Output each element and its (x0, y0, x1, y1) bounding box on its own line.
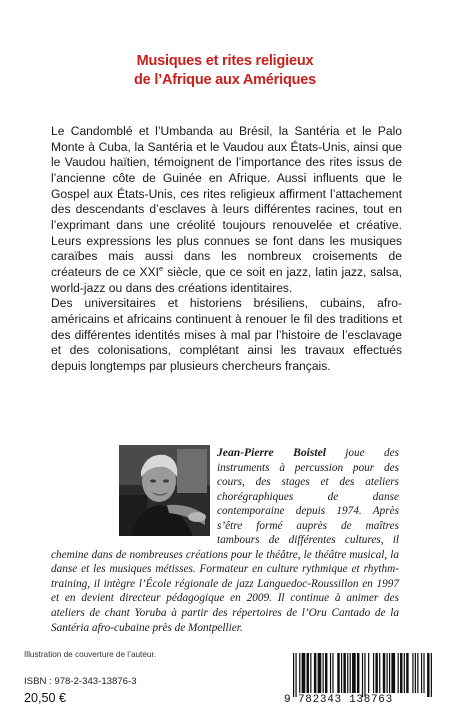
author-name: Jean-Pierre Boistel (217, 446, 326, 459)
book-title-line-2: de l’Afrique aux Amériques (133, 72, 316, 88)
barcode-bar (357, 653, 359, 693)
barcode-bar (404, 653, 405, 693)
barcode-bar (343, 653, 345, 693)
book-title (0, 52, 450, 90)
barcode-bar (383, 653, 385, 693)
century-superscript: e (159, 263, 164, 273)
barcode-lead-digit: 9 (284, 694, 291, 706)
barcode-bar (350, 653, 351, 693)
book-title-line-1: Musiques et rites religieux (136, 53, 314, 69)
isbn-barcode (284, 653, 434, 709)
author-biography-body: joue des instruments à percussion pour des cours, des stages et des ateliers chorégraphiques de danse contemporaine depuis 1974. Après s’être formé auprès de maîtres tambours de différentes cultures, il chemine dans de nombreuses créations pour le théâtre, le théâtre musical, la danse et les musiques métisses. Formateur en culture rythmique et rhythm-training, il intègre l’École régionale de jazz Languedoc-Roussillon en 1997 et en devient directeur pédagogique en 2009. Il continue à animer des ateliers de chant Yoruba à partir des répertoires de l’Oru Cantado de la Santéria afro-cubaine près de Montpellier. (51, 447, 399, 634)
barcode-bar (423, 653, 424, 693)
barcode-bar (406, 653, 408, 693)
barcode-bar (323, 653, 324, 693)
barcode-bar (314, 653, 316, 693)
summary-paragraph-1 (51, 124, 402, 296)
barcode-bar (330, 653, 331, 693)
barcode-bar (431, 653, 432, 697)
barcode-bar (293, 653, 294, 697)
barcode-bar (362, 653, 363, 697)
author-biography (51, 446, 399, 635)
barcode-bar (364, 653, 365, 697)
barcode-bar (427, 653, 429, 697)
book-price: 20,50 € (24, 691, 67, 705)
summary-paragraph-1-text-a: Le Candomblé et l’Umbanda au Brésil, la Santéria et le Palo Monte à Cuba, la Santéria et le Vaudou aux États-Unis, ainsi que le Vaudou haïtien, témoignent de l’importance des rites issus de l’ancienne côte de Guinée en Afrique. Aussi influents que le Gospel aux États-Unis, ces rites religieux affirment l’attachement des descendants d’esclaves à leurs différentes racines, tout en l’exprimant dans une créolité toujours renouvelée et créative. Leurs expressions les plus connues se font dans les musiques caraïbes mais aussi dans les nombreux croisements de créateurs de ce XXI (51, 124, 402, 279)
summary-paragraph-2: Des universitaires et historiens brésiliens, cubains, afro-américains et africains continuent à renouer le fil des traditions et des différentes identités mises à mal par l’histoire de l’esclavage et des colonisations, complétant ainsi les travaux effectués depuis longtemps par plusieurs chercheurs français. (51, 296, 402, 373)
barcode-bar (386, 653, 387, 693)
barcode-bar (389, 653, 390, 693)
cover-illustration-credit: Illustration de couverture de l’auteur. (24, 650, 156, 659)
barcode-bar (310, 653, 311, 693)
barcode-bar (400, 653, 402, 693)
barcode-bar (379, 653, 380, 693)
summary-paragraph-1-text-b: siècle, que ce soit en jazz, latin jazz, salsa, world-jazz ou dans des créations identitaires. (51, 264, 402, 295)
barcode-bar (352, 653, 356, 693)
barcode-bar (295, 653, 296, 697)
barcode-bar (391, 653, 395, 693)
barcode-bar (341, 653, 342, 693)
barcode-bar (417, 653, 418, 693)
barcode-bar (299, 653, 300, 693)
barcode-bar (337, 653, 339, 693)
barcode-bar (368, 653, 369, 693)
barcode-bar (302, 653, 306, 693)
barcode-bar (307, 653, 309, 693)
back-cover-summary (51, 124, 402, 375)
barcode-bar (412, 653, 413, 693)
barcode-bar (415, 653, 416, 693)
barcode-bar (318, 653, 322, 693)
barcode-bar (398, 653, 399, 693)
barcode-bar (325, 653, 327, 693)
isbn-number: ISBN : 978-2-343-13876-3 (24, 676, 137, 687)
barcode-bar (421, 653, 422, 693)
barcode-digits: 782343 138763 (298, 694, 393, 706)
barcode-bar (375, 653, 377, 693)
barcode-bar (332, 653, 333, 693)
barcode-bars-icon (293, 653, 432, 697)
barcode-bar (347, 653, 348, 693)
barcode-bar (373, 653, 374, 693)
